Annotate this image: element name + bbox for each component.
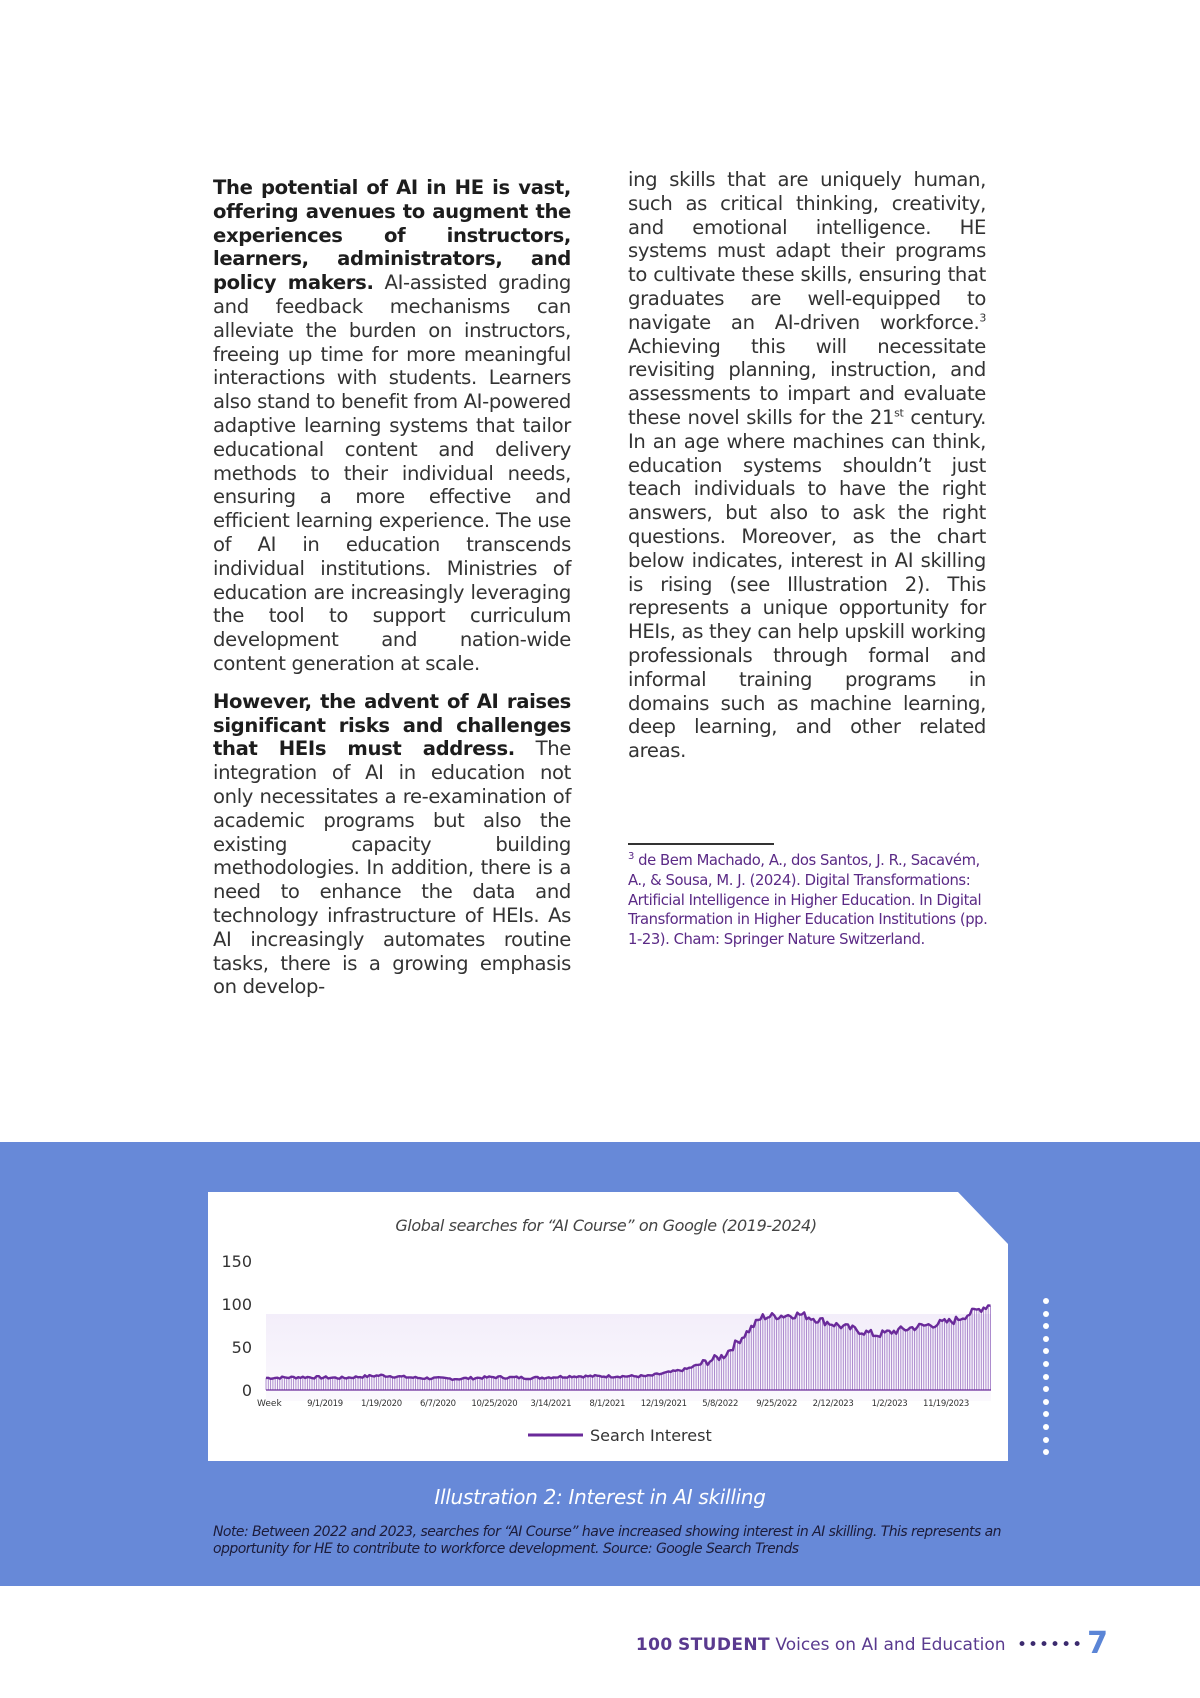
x-tick-label: 9/1/2019 bbox=[307, 1399, 343, 1409]
legend-label: Search Interest bbox=[590, 1426, 712, 1445]
y-axis-ticks bbox=[221, 1252, 252, 1400]
page-number: 7 bbox=[1087, 1626, 1108, 1661]
text-run: century. In an age where machines can think, education systems shouldn’t just teach individuals to have the right answers, but also to ask the right questions. Moreover, as the chart below indicates, interest in AI skilling is rising (see Illustration 2). This represents a unique opportunity for HEIs, as they can help upskill working professionals through formal and informal training programs in domains such as machine learning, deep learning, and other related areas. bbox=[628, 405, 986, 763]
x-tick-label: 8/1/2021 bbox=[589, 1399, 626, 1409]
x-tick-label: 9/25/2022 bbox=[756, 1399, 798, 1409]
x-tick-label: 11/19/2023 bbox=[923, 1399, 969, 1409]
text-run: ing skills that are uniquely human, such as critical thinking, creativity, and emotional intelligence. HE systems must adapt their programs to cultivate these skills, ensuring that graduates are well-equipped to navigate an AI-driven workforce. bbox=[628, 168, 986, 334]
y-tick-label: 50 bbox=[231, 1338, 252, 1357]
footnote-text: de Bem Machado, A., dos Santos, J. R., Sacavém, A., & Sousa, M. J. (2024). Digital Transformations: Artificial Intelligence in Higher Education. In Digital Transformation in Higher Education Institutions (pp. 1-23). Cham: Springer Nature Switzerland. bbox=[628, 852, 988, 949]
right-column bbox=[628, 168, 986, 777]
x-axis-label: Week bbox=[257, 1399, 282, 1409]
page-footer bbox=[635, 1623, 1108, 1661]
text-run: Achieving this will necessitate revisiting planning, instruction, and assessments to impart and evaluate these novel skills for the 21 bbox=[628, 334, 986, 429]
x-tick-label: 10/25/2020 bbox=[471, 1399, 518, 1409]
footer-student: STUDENT bbox=[677, 1635, 770, 1655]
paragraph-ai-potential bbox=[213, 176, 571, 676]
x-tick-label: 2/12/2023 bbox=[812, 1399, 854, 1409]
paragraph-human-skills bbox=[628, 168, 986, 763]
x-tick-label: 5/8/2022 bbox=[702, 1399, 739, 1409]
paragraph-ai-risks bbox=[213, 690, 571, 999]
illustration-note: Note: Between 2022 and 2023, searches for “AI Course” have increased showing interest in AI skilling. This represents an opportunity for HE to contribute to workforce development. Source: Google Search Trends bbox=[213, 1524, 1001, 1557]
chart-card bbox=[208, 1192, 1008, 1461]
decorative-dots bbox=[1043, 1298, 1051, 1462]
footer-dots: •••••• bbox=[1016, 1635, 1084, 1655]
x-tick-label: 1/19/2020 bbox=[361, 1399, 402, 1409]
footnote bbox=[628, 851, 988, 950]
paragraph-body: The integration of AI in education not only necessitates a re-examination of academic programs but also the existing capacity building methodologies. In addition, there is a need to enhance the data and technology infrastructure of HEIs. As AI increasingly automates routine tasks, there is a growing emphasis on develop- bbox=[213, 737, 571, 999]
x-tick-label: 1/2/2023 bbox=[871, 1399, 908, 1409]
footer-title: Voices on AI and Education bbox=[769, 1635, 1006, 1655]
paragraph-lead: The potential of AI in HE is vast, offering avenues to augment the experiences of instructors, learners, administrators, and policy makers. bbox=[213, 176, 571, 295]
illustration-caption: Illustration 2: Interest in AI skilling bbox=[434, 1485, 766, 1509]
x-tick-label: 6/7/2020 bbox=[420, 1399, 456, 1409]
search-interest-chart bbox=[208, 1192, 1008, 1461]
x-tick-label: 3/14/2021 bbox=[530, 1399, 572, 1409]
left-column bbox=[213, 176, 571, 1013]
paragraph-lead: However, the advent of AI raises significant risks and challenges that HEIs must address. bbox=[213, 689, 571, 761]
paragraph-body: AI-assisted grading and feedback mechanisms can alleviate the burden on instructors, freeing up time for more meaningful interactions with students. Learners also stand to benefit from AI-powered adaptive learning systems that tailor educational content and delivery methods to their individual needs, ensuring a more effective and efficient learning experience. The use of AI in education transcends individual institutions. Ministries of education are increasingly leveraging the tool to support curriculum development and nation-wide content generation at scale. bbox=[213, 271, 571, 675]
chart-title: Global searches for “AI Course” on Google (2019-2024) bbox=[395, 1216, 817, 1235]
x-tick-label: 12/19/2021 bbox=[640, 1399, 687, 1409]
footnote-reference[interactable]: 3 bbox=[979, 311, 986, 325]
footnote-number: 3 bbox=[628, 851, 634, 863]
legend bbox=[528, 1426, 712, 1445]
y-tick-label: 0 bbox=[241, 1381, 252, 1400]
footnote-divider bbox=[628, 843, 774, 845]
y-tick-label: 150 bbox=[221, 1252, 252, 1271]
ordinal-suffix: st bbox=[894, 406, 904, 420]
y-tick-label: 100 bbox=[221, 1295, 252, 1314]
footer-count: 100 bbox=[635, 1635, 673, 1655]
